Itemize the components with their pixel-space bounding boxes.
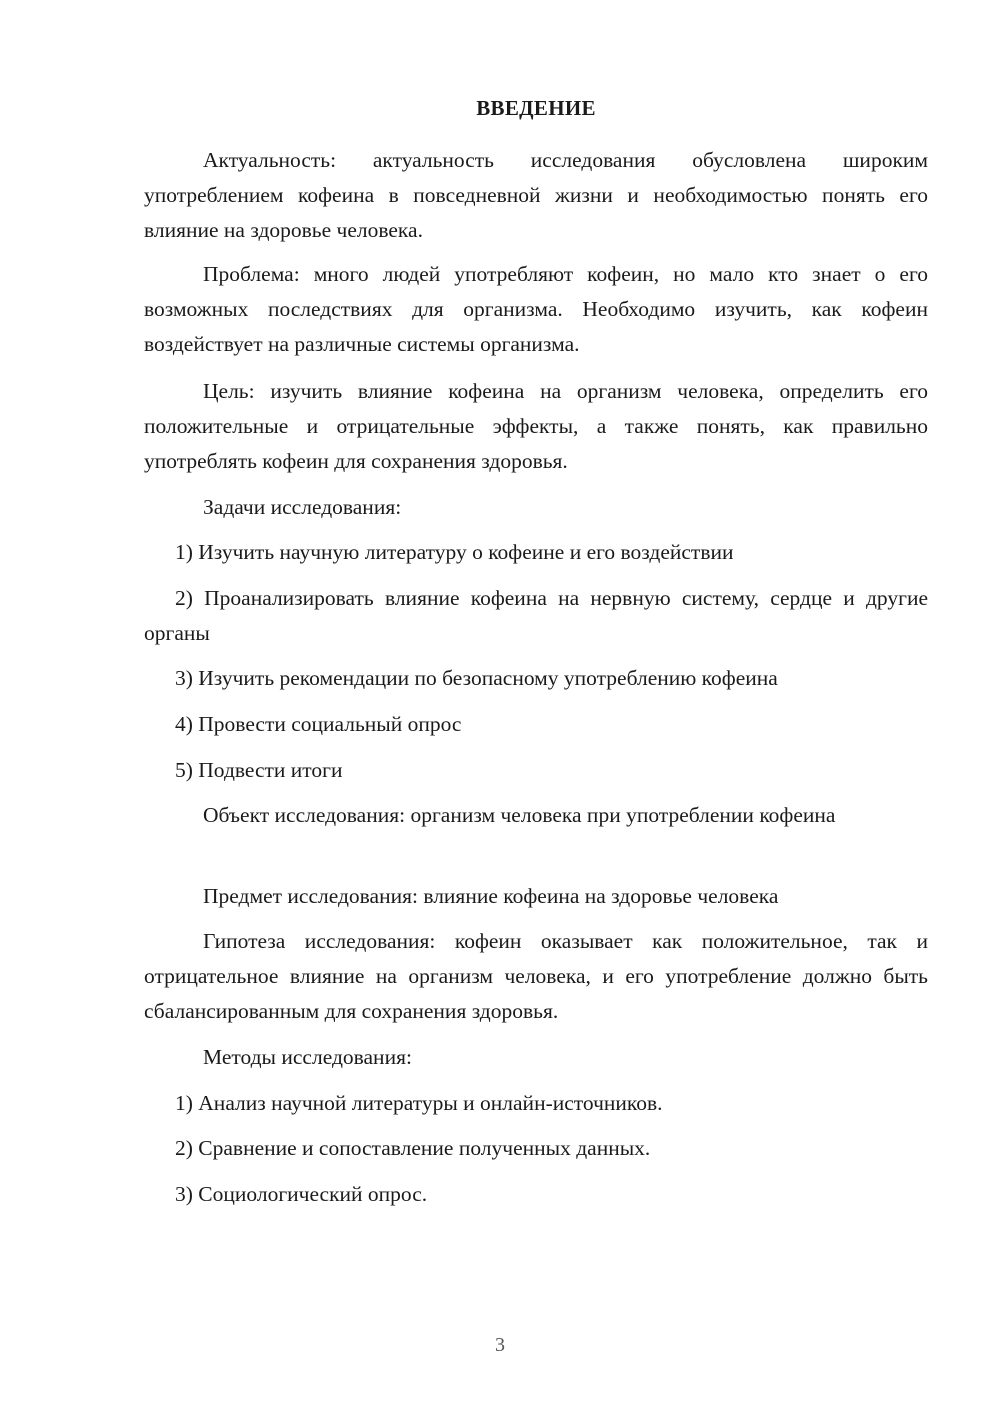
object-paragraph: Объект исследования: организм человека при употреблении кофеина [203, 803, 836, 827]
method-item: 2) Сравнение и сопоставление полученных данных. [175, 1136, 651, 1160]
task-item: 5) Подвести итоги [175, 758, 343, 782]
page-title: ВВЕДЕНИЕ [476, 96, 596, 120]
page-number: 3 [495, 1334, 505, 1356]
method-item: 1) Анализ научной литературы и онлайн-источников. [175, 1091, 663, 1115]
task-item: 2) Проанализировать влияние кофеина на нервную систему, сердце и другие органы [144, 586, 928, 645]
task-item: 4) Провести социальный опрос [175, 712, 462, 736]
methods-heading: Методы исследования: [203, 1045, 412, 1069]
task-item: 3) Изучить рекомендации по безопасному употреблению кофеина [175, 666, 778, 690]
relevance-paragraph: Актуальность: актуальность исследования обусловлена широким употреблением кофеина в повседневной жизни и необходимостью понять его влияние на здоровье человека. [144, 148, 928, 242]
tasks-heading: Задачи исследования: [203, 495, 402, 519]
goal-paragraph: Цель: изучить влияние кофеина на организм человека, определить его положительные и отрицательные эффекты, а также понять, как правильно употреблять кофеин для сохранения здоровья. [144, 379, 928, 473]
problem-paragraph: Проблема: много людей употребляют кофеин, но мало кто знает о его возможных последствиях для организма. Необходимо изучить, как кофеин воздействует на различные системы организма. [144, 262, 928, 356]
hypothesis-paragraph: Гипотеза исследования: кофеин оказывает как положительное, так и отрицательное влияние на организм человека, и его употребление должно быть сбалансированным для сохранения здоровья. [144, 929, 928, 1023]
subject-paragraph: Предмет исследования: влияние кофеина на здоровье человека [203, 884, 779, 908]
task-item: 1) Изучить научную литературу о кофеине и его воздействии [175, 540, 734, 564]
method-item: 3) Социологический опрос. [175, 1182, 428, 1206]
